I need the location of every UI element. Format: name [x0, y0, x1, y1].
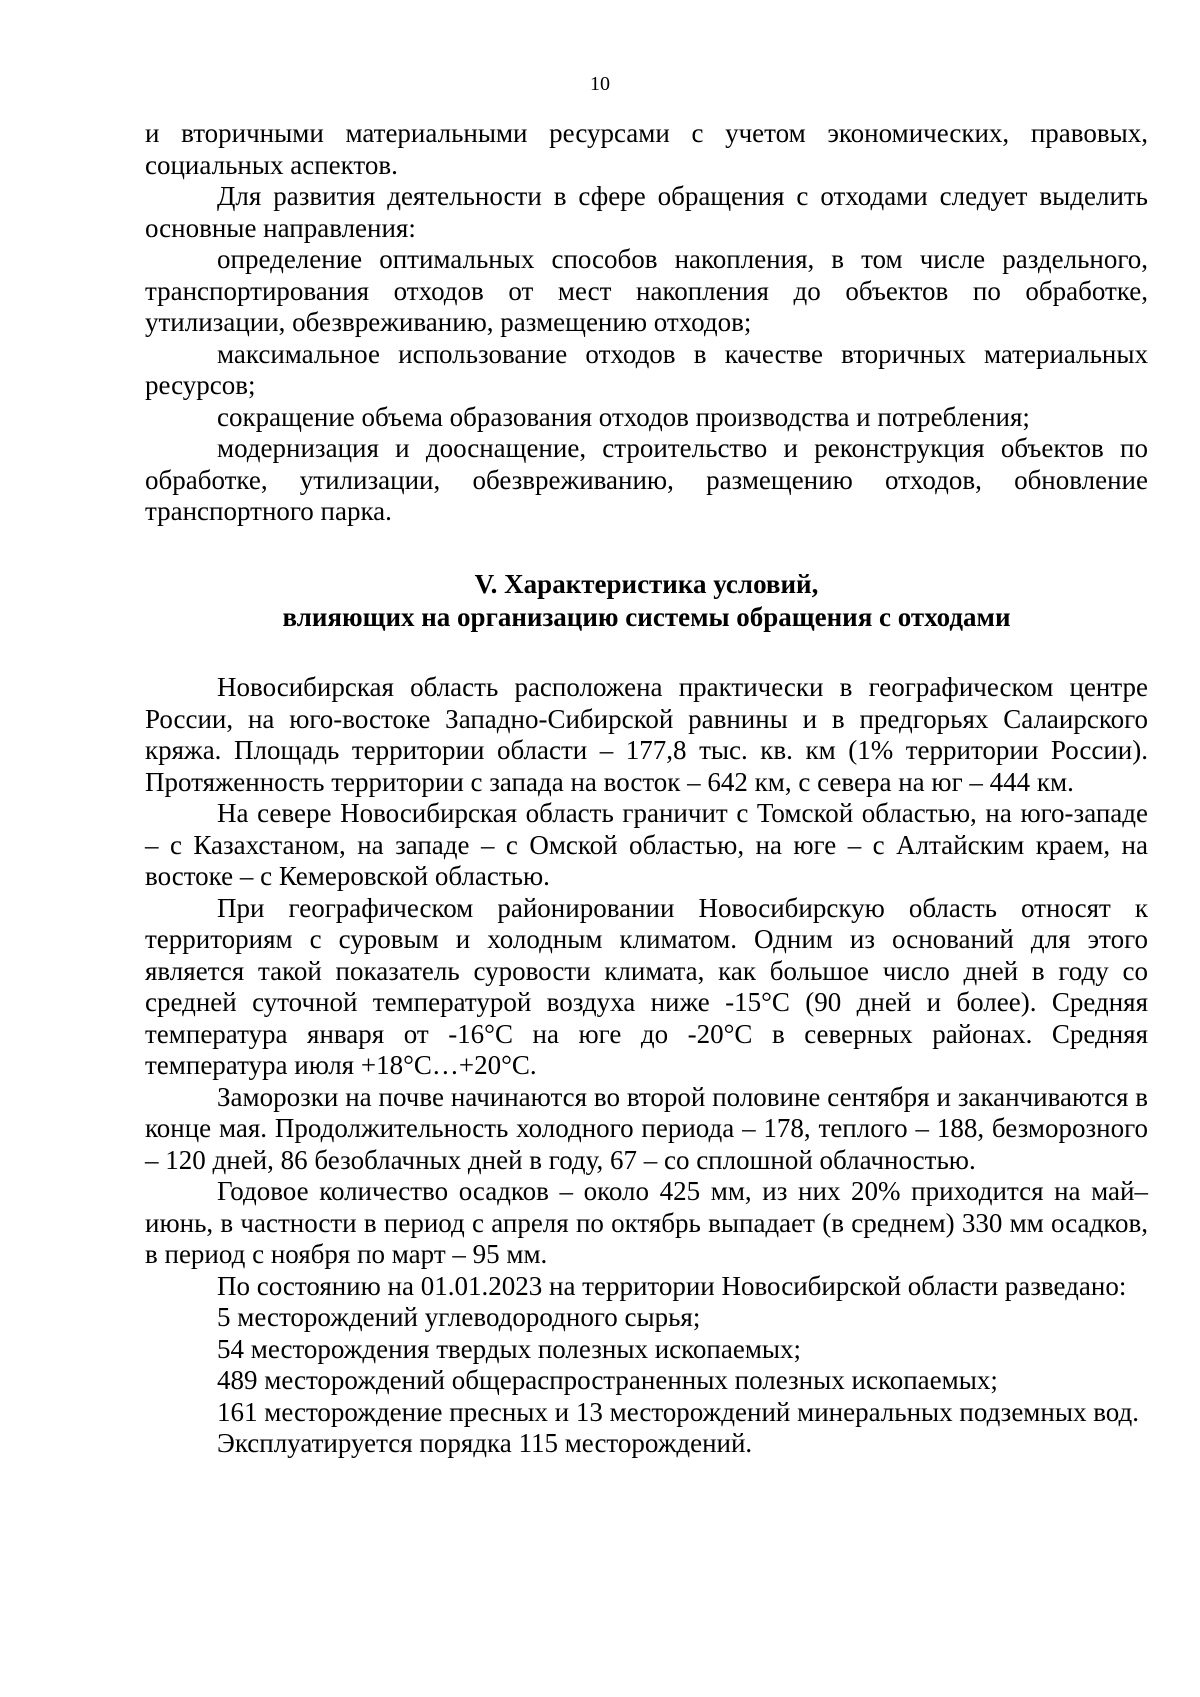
- paragraph: При географическом районировании Новосибирскую область относят к территориям с суровым и холодным климатом. Одним из оснований для этого является такой показатель суровости климата, как большое число дней в году со средней суточной температурой воздуха ниже -15°C (90 дней и более). Средняя температура января от -16°C на юге до -20°C в северных районах. Средняя температура июля +18°C…+20°C.: [145, 892, 1148, 1080]
- paragraph: Заморозки на почве начинаются во второй половине сентября и заканчиваются в конце мая. Продолжительность холодного периода – 178, теплого – 188, безморозного – 120 дней, 86 безоблачных дней в году, 67 – со сплошной облачностью.: [145, 1081, 1148, 1175]
- section-heading-line: V. Характеристика условий,: [474, 569, 819, 599]
- paragraph: Эксплуатируется порядка 115 месторождений.: [217, 1428, 753, 1458]
- section-text: [145, 672, 1148, 1460]
- list-item: определение оптимальных способов накопления, в том числе раздельного, транспортирования отходов от мест накопления до объектов по обработке, утилизации, обезвреживанию, размещению отходов;: [145, 244, 1148, 337]
- list-item: модернизация и дооснащение, строительство и реконструкция объектов по обработке, утилизации, обезвреживанию, размещению отходов, обновление транспортного парка.: [145, 433, 1148, 526]
- paragraph: Для развития деятельности в сфере обращения с отходами следует выделить основные направления:: [145, 181, 1148, 243]
- list-item: сокращение объема образования отходов производства и потребления;: [217, 401, 1030, 432]
- section-heading-line: влияющих на организацию системы обращения с отходами: [282, 602, 1011, 632]
- page-number: 10: [590, 73, 610, 95]
- list-item: 161 месторождение пресных и 13 месторождений минеральных подземных вод.: [217, 1396, 1140, 1427]
- paragraph: и вторичными материальными ресурсами с учетом экономических, правовых, социальных аспектов.: [145, 118, 1148, 180]
- paragraph: Годовое количество осадков – около 425 мм, из них 20% приходится на май–июнь, в частности в период с апреля по октябрь выпадает (в среднем) 330 мм осадков, в период с ноября по март – 95 мм.: [145, 1176, 1148, 1269]
- list-item: максимальное использование отходов в качестве вторичных материальных ресурсов;: [145, 338, 1148, 400]
- paragraph: На севере Новосибирская область граничит с Томской областью, на юго-западе – с Казахстаном, на западе – с Омской областью, на юге – с Алтайским краем, на востоке – с Кемеровской областью.: [145, 798, 1148, 891]
- list-item: 54 месторождения твердых полезных ископаемых;: [217, 1333, 802, 1364]
- paragraph: По состоянию на 01.01.2023 на территории Новосибирской области разведано:: [217, 1270, 1127, 1301]
- list-item: 489 месторождений общераспространенных полезных ископаемых;: [217, 1365, 998, 1395]
- intro-text: [145, 118, 1148, 528]
- section-heading: [145, 568, 1148, 634]
- list-item: 5 месторождений углеводородного сырья;: [217, 1302, 701, 1332]
- paragraph: Новосибирская область расположена практически в географическом центре России, на юго-востоке Западно-Сибирской равнины и в предгорьях Салаирского кряжа. Площадь территории области – 177,8 тыс. кв. км (1% территории России). Протяженность территории с запада на восток – 642 км, с севера на юг – 444 км.: [145, 672, 1148, 797]
